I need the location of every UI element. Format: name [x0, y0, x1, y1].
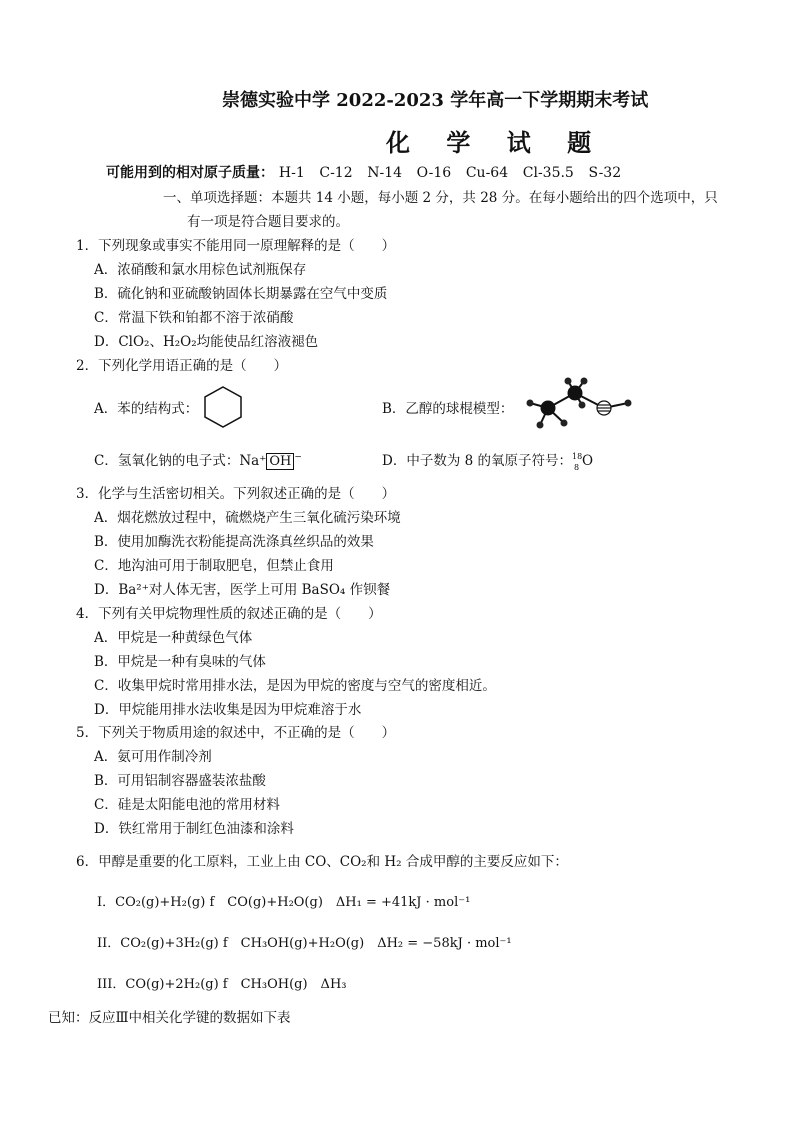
- question-4-option-a: A．甲烷是一种黄绿色气体: [94, 630, 253, 646]
- question-2-stem: 2．下列化学用语正确的是（ ）: [76, 358, 288, 374]
- question-5-option-c: C．硅是太阳能电池的常用材料: [94, 797, 280, 813]
- question-2-option-c-text: C．氢氧化钠的电子式：Na⁺: [94, 453, 267, 469]
- atomic-masses-label: 可能用到的相对原子质量：: [106, 165, 274, 181]
- section-instructions-line1: 一、单项选择题：本题共 14 小题，每小题 2 分，共 28 分。在每小题给出的四个选项中，只: [163, 190, 718, 206]
- mass-cu: Cu-64: [465, 165, 509, 181]
- question-4-option-b: B．甲烷是一种有臭味的气体: [94, 654, 266, 670]
- mass-s: S-32: [588, 165, 622, 181]
- question-2-option-b: B．乙醇的球棍模型：: [382, 401, 514, 417]
- question-3-stem: 3．化学与生活密切相关。下列叙述正确的是（ ）: [76, 486, 396, 502]
- isotope-atomic-number: 8: [574, 462, 580, 472]
- question-5-option-d: D．铁红常用于制红色油漆和涂料: [94, 821, 294, 837]
- question-1-option-a: A．浓硝酸和氯水用棕色试剂瓶保存: [94, 262, 307, 278]
- question-2-option-c: [94, 449, 302, 470]
- isotope-notation: [572, 452, 582, 472]
- question-1-stem: 1．下列现象或事实不能用同一原理解释的是（ ）: [76, 238, 396, 254]
- benzene-ring-icon: [200, 384, 246, 428]
- question-2-option-d: [382, 449, 593, 472]
- question-1-option-d: D．ClO₂、H₂O₂均能使品红溶液褪色: [94, 334, 319, 350]
- question-5-option-b: B．可用铝制容器盛装浓盐酸: [94, 773, 266, 789]
- question-3-option-b: B．使用加酶洗衣粉能提高洗涤真丝织品的效果: [94, 534, 374, 550]
- question-2-option-a: A．苯的结构式：: [94, 401, 199, 417]
- question-3-option-d: D．Ba²⁺对人体无害，医学上可用 BaSO₄ 作钡餐: [94, 582, 391, 598]
- mass-cl: Cl-35.5: [522, 165, 574, 181]
- question-4-option-c: C．收集甲烷时常用排水法，是因为甲烷的密度与空气的密度相近。: [94, 678, 496, 694]
- reaction-3: III．CO(g)+2H₂(g) f CH₃OH(g) ΔH₃: [97, 977, 347, 992]
- hydroxide-bracket: OH: [266, 453, 294, 470]
- question-3-option-c: C．地沟油可用于制取肥皂，但禁止食用: [94, 558, 334, 574]
- atomic-masses: [106, 162, 621, 182]
- mass-o: O-16: [416, 165, 452, 181]
- exam-title: 崇德实验中学 2022-2023 学年高一下学期期末考试: [222, 90, 649, 111]
- question-1-option-b: B．硫化钠和亚硫酸钠固体长期暴露在空气中变质: [94, 286, 388, 302]
- mass-c: C-12: [319, 165, 353, 181]
- question-2-option-d-text: D．中子数为 8 的氧原子符号：: [382, 453, 572, 469]
- question-5-stem: 5．下列关于物质用途的叙述中，不正确的是（ ）: [76, 725, 396, 741]
- reaction-1: I．CO₂(g)+H₂(g) f CO(g)+H₂O(g) ΔH₁ = +41kJ · mol⁻¹: [97, 895, 471, 910]
- reaction-2: II．CO₂(g)+3H₂(g) f CH₃OH(g)+H₂O(g) ΔH₂ = −58kJ · mol⁻¹: [97, 936, 512, 951]
- ethanol-ball-stick-model-icon: [518, 375, 636, 435]
- isotope-symbol: O: [582, 453, 594, 469]
- mass-h: H-1: [278, 165, 305, 181]
- question-5-option-a: A．氨可用作制冷剂: [94, 749, 212, 765]
- hydroxide-charge: −: [294, 452, 302, 463]
- question-1-option-c: C．常温下铁和铂都不溶于浓硝酸: [94, 310, 294, 326]
- isotope-mass-number: 18: [572, 451, 583, 461]
- question-3-option-a: A．烟花燃放过程中，硫燃烧产生三氧化硫污染环境: [94, 510, 401, 526]
- known-data-note: 已知：反应Ⅲ中相关化学键的数据如下表: [48, 1010, 291, 1026]
- question-4-stem: 4．下列有关甲烷物理性质的叙述正确的是（ ）: [76, 606, 382, 622]
- exam-subtitle: 化 学 试 题: [386, 128, 606, 157]
- question-6-stem: 6．甲醇是重要的化工原料，工业上由 CO、CO₂和 H₂ 合成甲醇的主要反应如下：: [76, 854, 568, 870]
- question-4-option-d: D．甲烷能用排水法收集是因为甲烷难溶于水: [94, 702, 362, 718]
- mass-n: N-14: [367, 165, 403, 181]
- section-instructions-line2: 有一项是符合题目要求的。: [187, 214, 349, 230]
